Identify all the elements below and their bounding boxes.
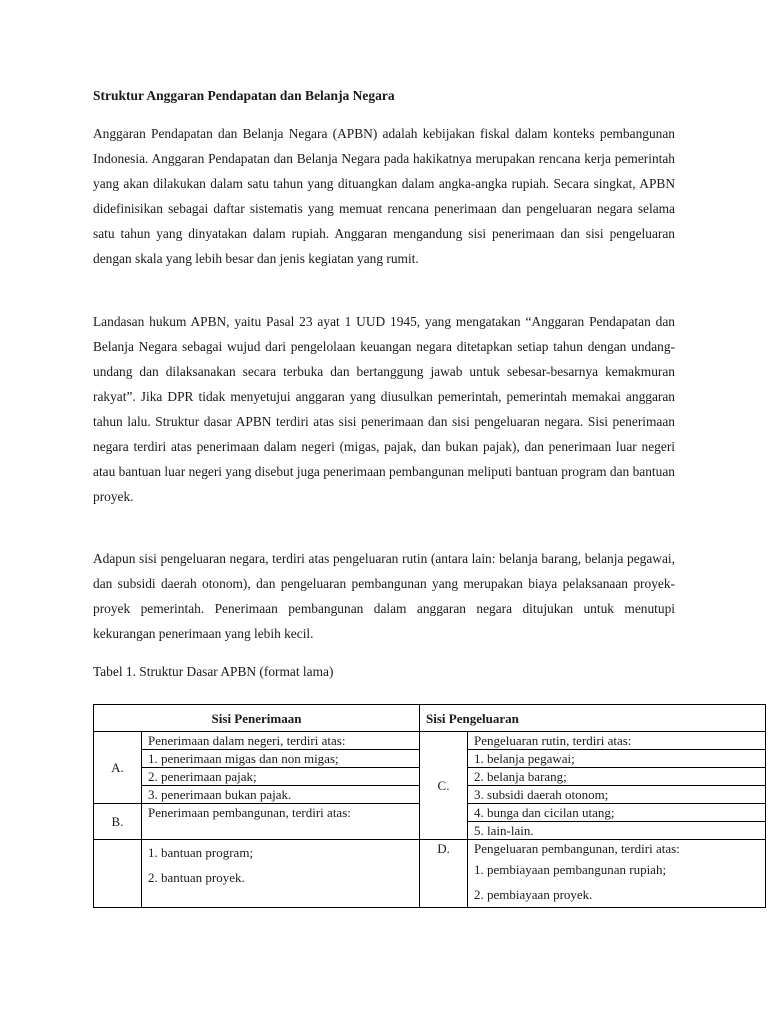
cell-a-item-2: 2. penerimaan pajak; [142, 768, 420, 786]
letter-c: C. [420, 732, 468, 840]
table-row [94, 840, 766, 908]
paragraph-1: Anggaran Pendapatan dan Belanja Negara (APBN) adalah kebijakan fiskal dalam konteks pembangunan Indonesia. Anggaran Pendapatan dan Belanja Negara pada hakikatnya merupakan rencana kerja pemerintah yang akan dilakukan dalam satu tahun yang dituangkan dalam angka-angka rupiah. Secara singkat, APBN didefinisikan sebagai daftar sistematis yang memuat rencana penerimaan dan pengeluaran negara selama satu tahun yang dinyatakan dalam rupiah. Anggaran mengandung sisi penerimaan dan sisi pengeluaran dengan skala yang lebih besar dan jenis kegiatan yang rumit. [93, 126, 675, 266]
header-sisi-penerimaan: Sisi Penerimaan [94, 705, 420, 732]
paragraph-2: Landasan hukum APBN, yaitu Pasal 23 ayat 1 UUD 1945, yang mengatakan “Anggaran Pendapatan dan Belanja Negara sebagai wujud dari pengelolaan keuangan negara ditetapkan setiap tahun dengan undang-undang dan dilaksanakan secara terbuka dan bertanggung jawab untuk sebesar-besarnya kemakmuran rakyat”. Jika DPR tidak menyetujui anggaran yang diusulkan pemerintah, pemerintah memakai anggaran tahun lalu. Struktur dasar APBN terdiri atas sisi penerimaan dan sisi pengeluaran negara. Sisi penerimaan negara terdiri atas penerimaan dalam negeri (migas, pajak, dan bukan pajak), dan penerimaan luar negeri atau bantuan luar negeri yang disebut juga penerimaan pembangunan meliputi bantuan program dan bantuan proyek. [93, 314, 675, 504]
cell-d-content [468, 840, 766, 908]
cell-d-item-1: 1. pembiayaan pembangunan rupiah; [474, 862, 667, 877]
table-header-row [94, 705, 766, 732]
letter-b: B. [94, 804, 142, 840]
document-title: Struktur Anggaran Pendapatan dan Belanja Negara [93, 88, 395, 103]
cell-b-items [142, 840, 420, 908]
cell-a-heading: Penerimaan dalam negeri, terdiri atas: [142, 732, 420, 750]
cell-c-item-3: 3. subsidi daerah otonom; [468, 786, 766, 804]
cell-d-item-2: 2. pembiayaan proyek. [474, 887, 593, 902]
cell-c-item-1: 1. belanja pegawai; [468, 750, 766, 768]
cell-c-item-4: 4. bunga dan cicilan utang; [468, 804, 766, 822]
cell-c-item-5: 5. lain-lain. [468, 822, 766, 840]
letter-a: A. [94, 732, 142, 804]
table-row [94, 732, 766, 750]
letter-d: D. [420, 840, 468, 908]
cell-a-item-1: 1. penerimaan migas dan non migas; [142, 750, 420, 768]
header-sisi-pengeluaran: Sisi Pengeluaran [420, 705, 766, 732]
table-caption: Tabel 1. Struktur Dasar APBN (format lama) [93, 664, 334, 679]
cell-d-heading: Pengeluaran pembangunan, terdiri atas: [474, 841, 680, 856]
apbn-structure-table [93, 704, 766, 908]
cell-b-item-2: 2. bantuan proyek. [148, 870, 245, 885]
cell-b-letter-spacer [94, 840, 142, 908]
cell-b-heading: Penerimaan pembangunan, terdiri atas: [142, 804, 420, 840]
cell-b-item-1: 1. bantuan program; [148, 845, 254, 860]
cell-c-item-2: 2. belanja barang; [468, 768, 766, 786]
paragraph-3: Adapun sisi pengeluaran negara, terdiri atas pengeluaran rutin (antara lain: belanja barang, belanja pegawai, dan subsidi daerah otonom), dan pengeluaran pembangunan yang merupakan biaya pelaksanaan proyek-proyek pemerintah. Penerimaan pembangunan dalam anggaran negara ditujukan untuk menutupi kekurangan penerimaan yang lebih kecil. [93, 551, 675, 641]
cell-a-item-3: 3. penerimaan bukan pajak. [142, 786, 420, 804]
cell-c-heading: Pengeluaran rutin, terdiri atas: [468, 732, 766, 750]
